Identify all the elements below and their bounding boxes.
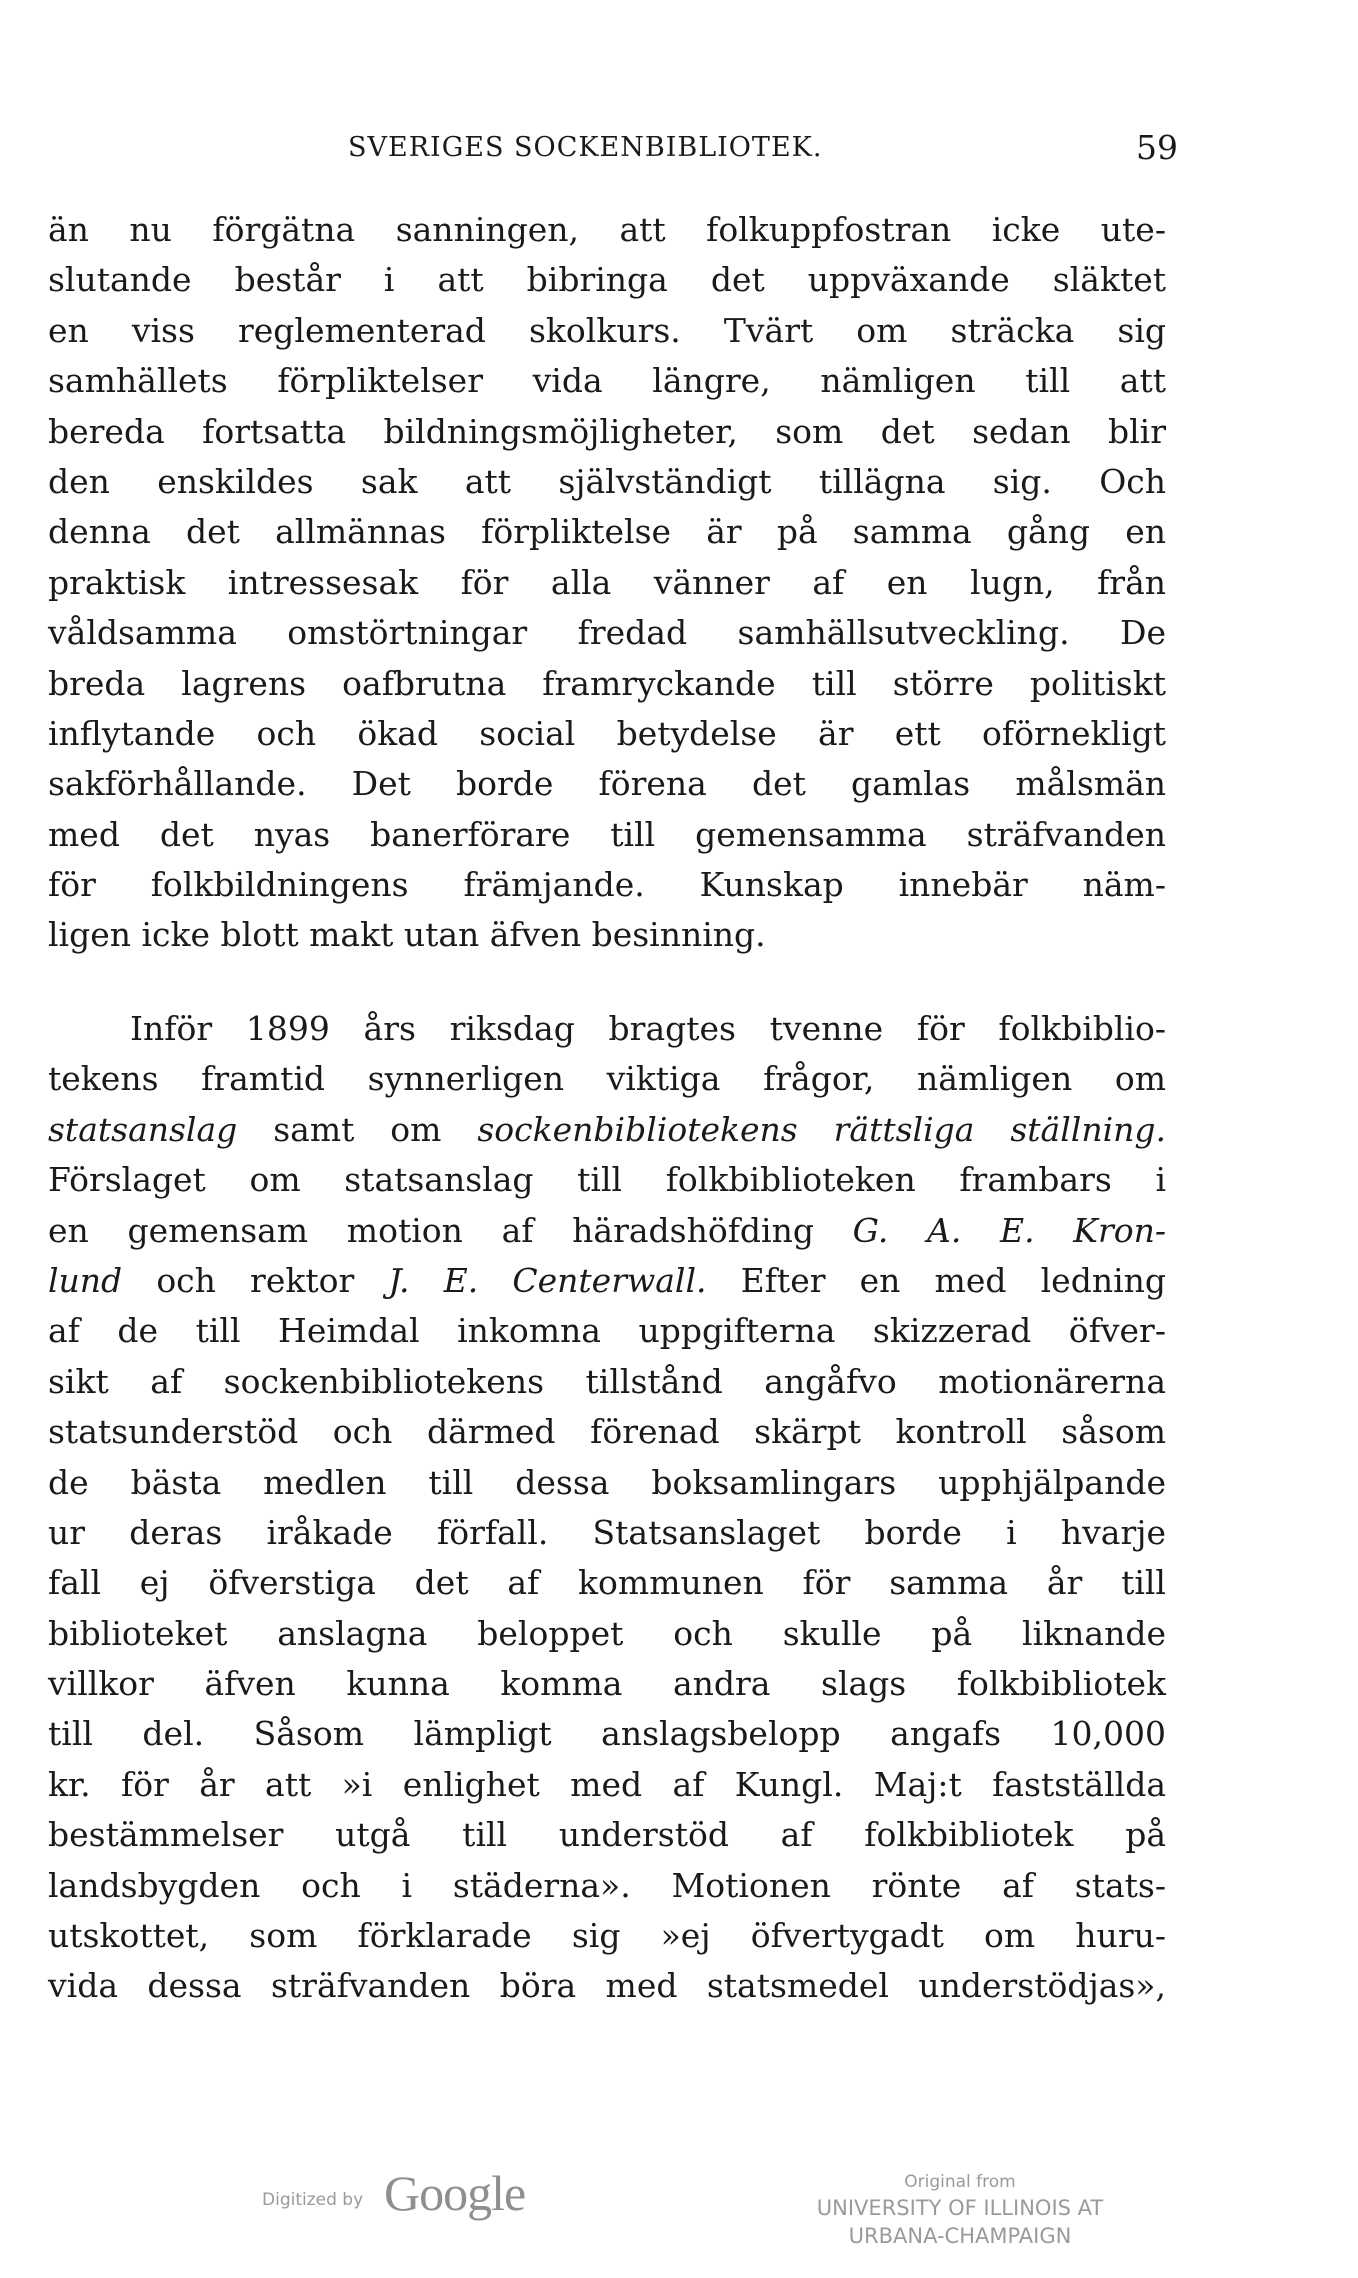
text-line: ligen icke blott makt utan äfven besinning. (48, 915, 766, 955)
text-line: bestämmelser utgå till understöd af folkbibliotek på (48, 1815, 1166, 1855)
text-line: Inför 1899 års riksdag bragtes tvenne för folkbiblio- (130, 1009, 1166, 1048)
text-line: fall ej öfverstiga det af kommunen för samma år till (48, 1563, 1166, 1603)
text-run: samt om (237, 1109, 478, 1149)
text-line: villkor äfven kunna komma andra slags folkbibliotek (48, 1664, 1166, 1704)
text-line: landsbygden och i städerna». Motionen rönte af stats- (48, 1865, 1166, 1905)
text-line: utskottet, som förklarade sig »ej öfvertygadt om huru- (48, 1916, 1166, 1956)
text-run: en gemensam motion af häradshöfding (48, 1210, 853, 1250)
paragraph-2 (48, 1004, 1166, 2012)
text-line (48, 1256, 1166, 1306)
text-line: för folkbildningens främjande. Kunskap innebär näm- (48, 865, 1166, 905)
text-line: tekens framtid synnerligen viktiga frågor, nämligen om (48, 1059, 1166, 1099)
text-line: denna det allmännas förpliktelse är på samma gång en (48, 512, 1166, 552)
text-line: med det nyas banerförare till gemensamma sträfvanden (48, 814, 1166, 854)
text-line: statsunderstöd och därmed förenad skärpt kontroll såsom (48, 1412, 1166, 1452)
page-number: 59 (1136, 128, 1178, 167)
text-line: inflytande och ökad social betydelse är ett oförnekligt (48, 713, 1166, 753)
paragraph-1 (48, 205, 1166, 961)
text-line: bereda fortsatta bildningsmöjligheter, som det sedan blir (48, 411, 1166, 451)
original-source (780, 2170, 1140, 2250)
text-line: sakförhållande. Det borde förena det gamlas målsmän (48, 764, 1166, 804)
text-line: en viss reglementerad skolkurs. Tvärt om sträcka sig (48, 310, 1166, 350)
text-line: ur deras iråkade förfall. Statsanslaget borde i hvarje (48, 1512, 1166, 1552)
italic-name: J. E. Centerwall. (388, 1260, 707, 1300)
original-from-label: Original from (904, 2172, 1016, 2192)
text-line: den enskildes sak att självständigt tillägna sig. Och (48, 461, 1166, 501)
text-run: Efter en med ledning (706, 1260, 1166, 1300)
text-line: till del. Såsom lämpligt anslagsbelopp angafs 10,000 (48, 1714, 1166, 1754)
text-line: Förslaget om statsanslag till folkbiblioteken frambars i (48, 1160, 1166, 1200)
text-line: af de till Heimdal inkomna uppgifterna skizzerad öfver- (48, 1311, 1166, 1351)
running-head (48, 128, 1178, 176)
institution-line: UNIVERSITY OF ILLINOIS AT (816, 2196, 1104, 2220)
text-line: breda lagrens oafbrutna framryckande till större politiskt (48, 663, 1166, 703)
text-run: och rektor (122, 1260, 389, 1300)
italic-name: G. A. E. Kron- (852, 1210, 1166, 1250)
italic-term: sockenbibliotekens rättsliga ställning. (477, 1109, 1166, 1149)
text-line: biblioteket anslagna beloppet och skulle på liknande (48, 1613, 1166, 1653)
digitization-watermark (0, 2130, 1358, 2250)
running-title: SVERIGES SOCKENBIBLIOTEK. (348, 132, 823, 163)
text-line: våldsamma omstörtningar fredad samhällsutveckling. De (48, 613, 1166, 653)
text-line: samhällets förpliktelser vida längre, nämligen till att (48, 361, 1166, 401)
text-line: slutande består i att bibringa det uppväxande släktet (48, 260, 1166, 300)
italic-term: statsanslag (48, 1109, 238, 1149)
institution-line: URBANA-CHAMPAIGN (848, 2224, 1072, 2248)
text-line: än nu förgätna sanningen, att folkuppfostran icke ute- (48, 210, 1166, 249)
text-line: kr. för år att »i enlighet med af Kungl. Maj:t fastställda (48, 1764, 1166, 1804)
text-line (48, 1105, 1166, 1155)
google-logo: Google (384, 2165, 526, 2221)
text-line: de bästa medlen till dessa boksamlingars upphjälpande (48, 1462, 1166, 1502)
text-line: sikt af sockenbibliotekens tillstånd angåfvo motionärerna (48, 1361, 1166, 1401)
text-line: praktisk intressesak för alla vänner af en lugn, från (48, 562, 1166, 602)
digitized-by-label: Digitized by (262, 2190, 364, 2210)
italic-name: lund (48, 1260, 123, 1300)
text-line: vida dessa sträfvanden böra med statsmedel understödjas», (48, 1966, 1166, 2006)
text-line (48, 1206, 1166, 1256)
